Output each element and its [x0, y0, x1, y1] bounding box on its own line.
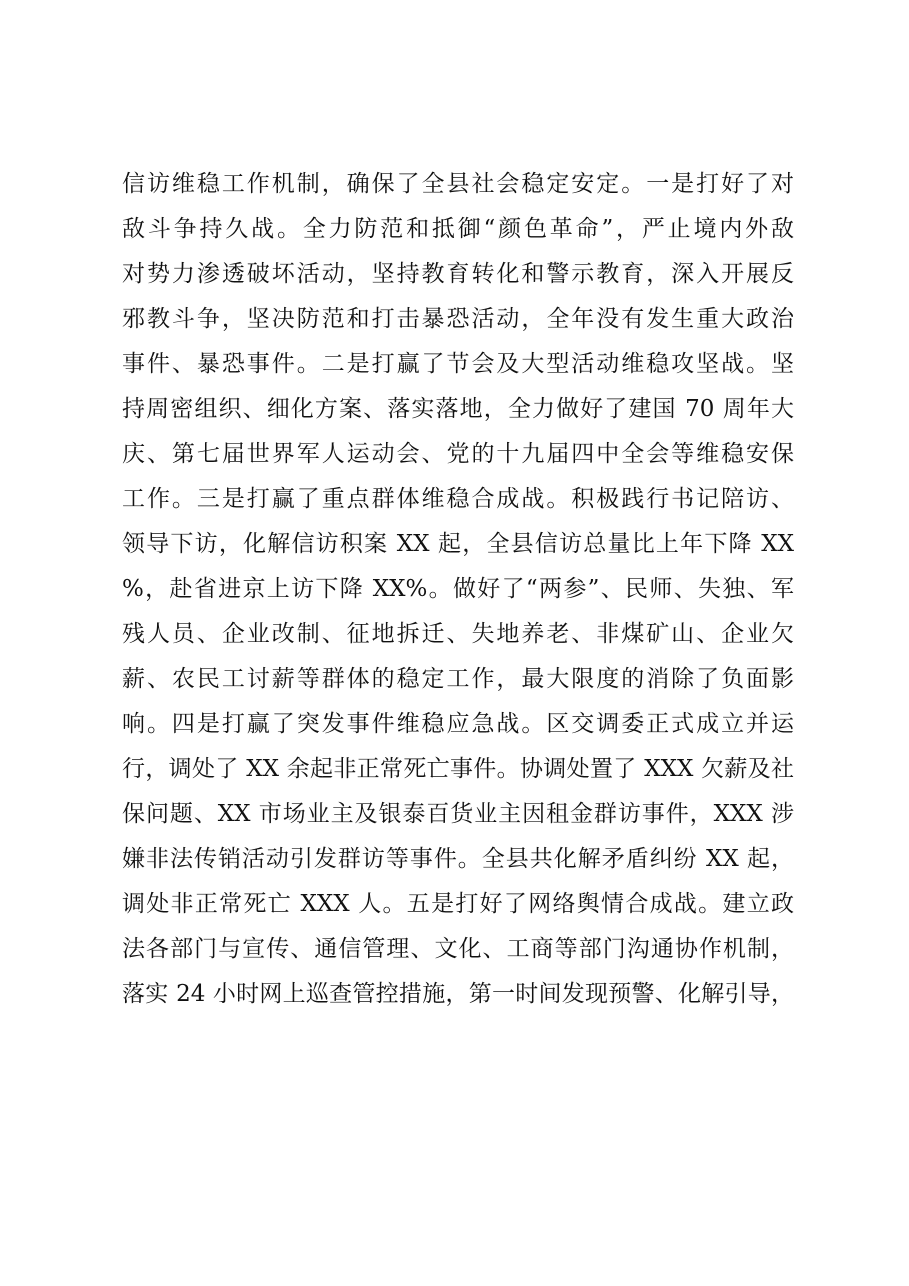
- text-line-9: 领导下访，化解信访积案 XX 起，全县信访总量比上年下降 XX: [122, 531, 794, 557]
- document-body: [122, 162, 794, 1017]
- text-line-19: 落实 24 小时网上巡查管控措施，第一时间发现预警、化解引导，: [122, 981, 794, 1007]
- text-line-5: 事件、暴恐事件。二是打赢了节会及大型活动维稳攻坚战。坚: [122, 351, 794, 377]
- text-line-12: 薪、农民工讨薪等群体的稳定工作，最大限度的消除了负面影: [122, 666, 794, 692]
- text-line-4: 邪教斗争，坚决防范和打击暴恐活动，全年没有发生重大政治: [122, 306, 794, 332]
- text-line-10: %，赴省进京上访下降 XX%。做好了“两参”、民师、失独、军: [122, 576, 794, 602]
- text-line-13: 响。四是打赢了突发事件维稳应急战。区交调委正式成立并运: [122, 711, 794, 737]
- text-line-14: 行，调处了 XX 余起非正常死亡事件。协调处置了 XXX 欠薪及社: [122, 756, 794, 782]
- text-line-18: 法各部门与宣传、通信管理、文化、工商等部门沟通协作机制，: [122, 936, 794, 962]
- text-line-3: 对势力渗透破坏活动，坚持教育转化和警示教育，深入开展反: [122, 261, 794, 287]
- text-line-8: 工作。三是打赢了重点群体维稳合成战。积极践行书记陪访、: [122, 486, 794, 512]
- text-line-1: 信访维稳工作机制，确保了全县社会稳定安定。一是打好了对: [122, 171, 794, 197]
- text-line-6: 持周密组织、细化方案、落实落地，全力做好了建国 70 周年大: [122, 396, 794, 422]
- text-line-11: 残人员、企业改制、征地拆迁、失地养老、非煤矿山、企业欠: [122, 621, 794, 647]
- text-line-2: 敌斗争持久战。全力防范和抵御“颜色革命”，严止境内外敌: [122, 216, 794, 242]
- text-line-7: 庆、第七届世界军人运动会、党的十九届四中全会等维稳安保: [122, 441, 794, 467]
- text-line-15: 保问题、XX 市场业主及银泰百货业主因租金群访事件，XXX 涉: [122, 801, 794, 827]
- text-line-17: 调处非正常死亡 XXX 人。五是打好了网络舆情合成战。建立政: [122, 891, 794, 917]
- text-line-16: 嫌非法传销活动引发群访等事件。全县共化解矛盾纠纷 XX 起，: [122, 846, 794, 872]
